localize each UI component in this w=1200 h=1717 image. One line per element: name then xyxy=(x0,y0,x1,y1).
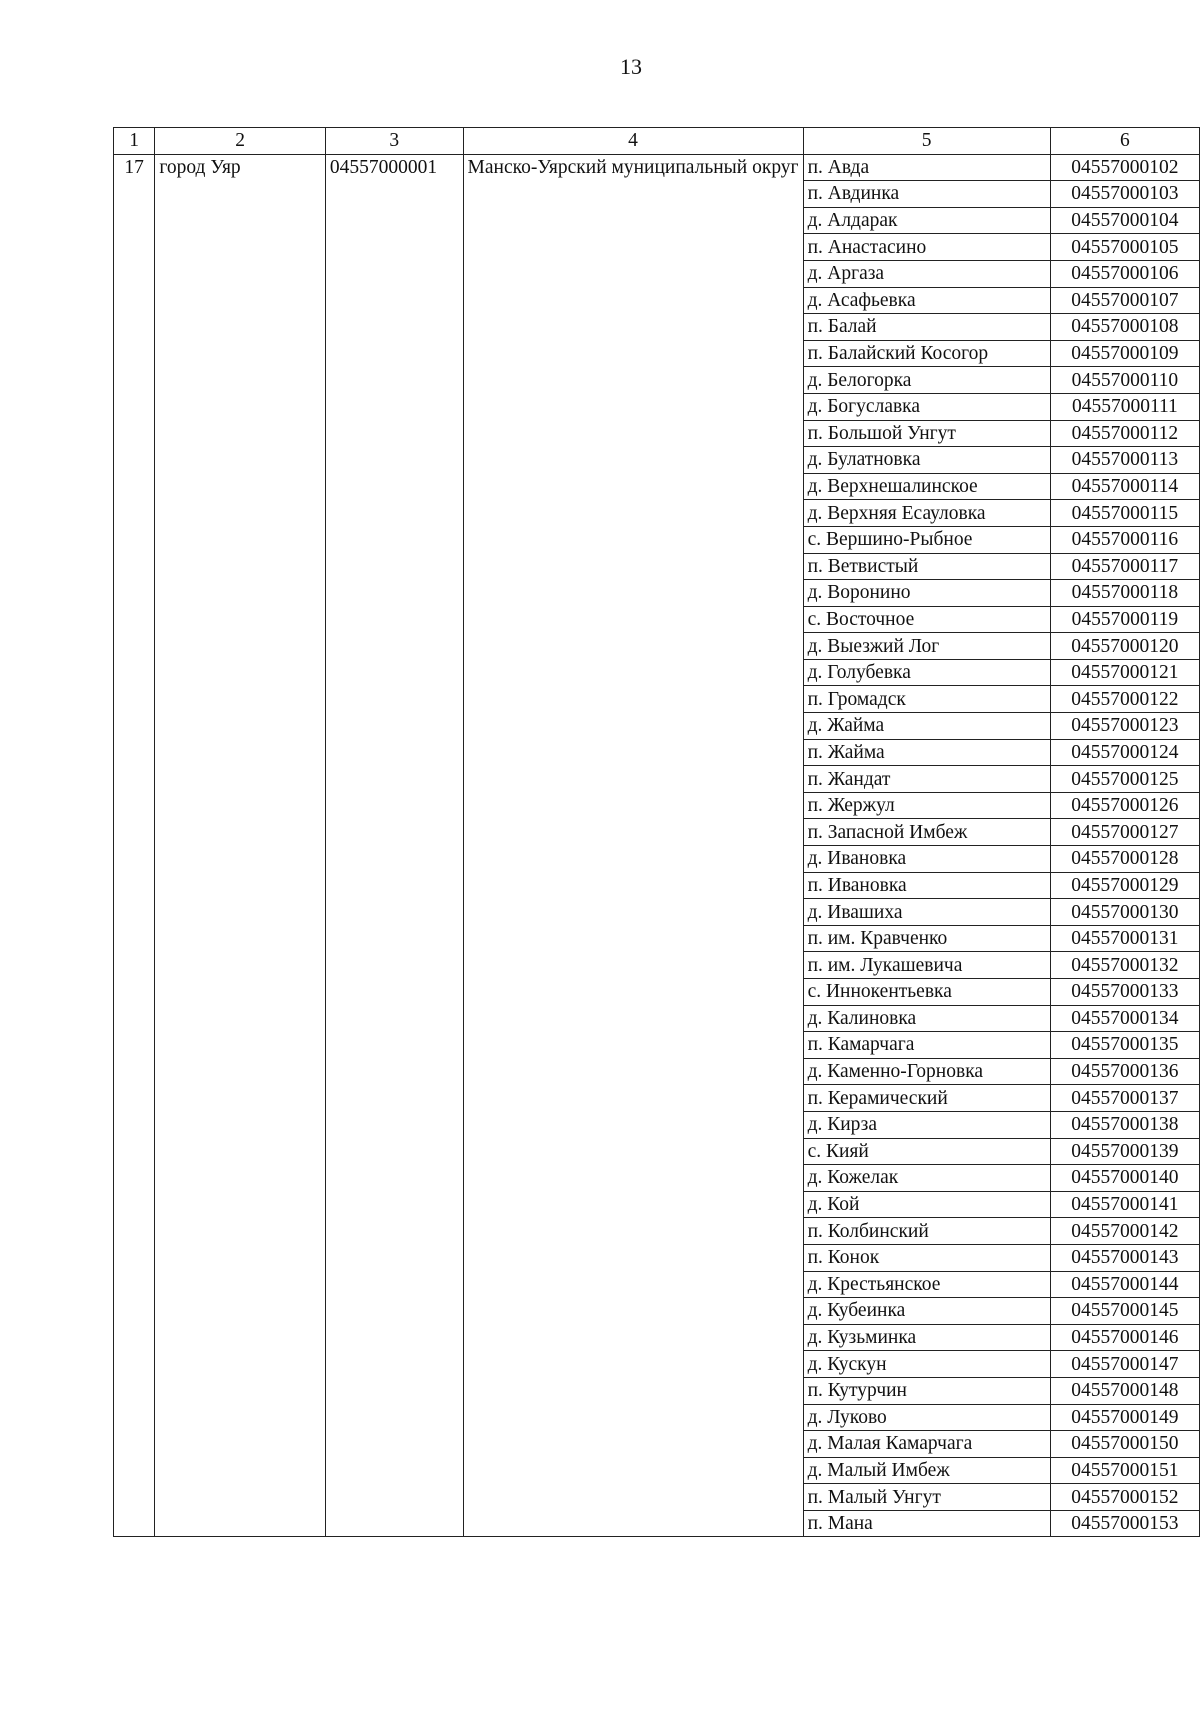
settlement-code: 04557000103 xyxy=(1050,181,1199,208)
settlement-code: 04557000148 xyxy=(1050,1377,1199,1404)
settlement-name: п. Кутурчин xyxy=(803,1377,1050,1404)
settlement-code: 04557000108 xyxy=(1050,314,1199,341)
settlement-name: д. Аргаза xyxy=(803,260,1050,287)
settlement-name: д. Воронино xyxy=(803,580,1050,607)
settlement-name: д. Кускун xyxy=(803,1351,1050,1378)
settlement-code: 04557000136 xyxy=(1050,1058,1199,1085)
settlement-name: п. Громадск xyxy=(803,686,1050,713)
settlement-code: 04557000152 xyxy=(1050,1484,1199,1511)
settlement-name: п. Запасной Имбеж xyxy=(803,819,1050,846)
settlement-name: п. Керамический xyxy=(803,1085,1050,1112)
settlement-code: 04557000141 xyxy=(1050,1191,1199,1218)
settlement-code: 04557000123 xyxy=(1050,713,1199,740)
settlement-name: п. Большой Унгут xyxy=(803,420,1050,447)
settlement-name: п. Ветвистый xyxy=(803,553,1050,580)
settlement-code: 04557000140 xyxy=(1050,1165,1199,1192)
settlement-code: 04557000109 xyxy=(1050,340,1199,367)
column-number: 2 xyxy=(155,128,326,155)
settlement-name: д. Верхнешалинское xyxy=(803,473,1050,500)
entity-number: 17 xyxy=(114,154,155,1537)
settlement-name: д. Ивашиха xyxy=(803,899,1050,926)
settlement-code: 04557000114 xyxy=(1050,473,1199,500)
settlement-name: д. Богуславка xyxy=(803,393,1050,420)
settlement-code: 04557000133 xyxy=(1050,979,1199,1006)
settlement-code: 04557000112 xyxy=(1050,420,1199,447)
settlement-code: 04557000130 xyxy=(1050,899,1199,926)
column-number: 5 xyxy=(803,128,1050,155)
settlement-code: 04557000138 xyxy=(1050,1111,1199,1138)
settlement-name: д. Кирза xyxy=(803,1111,1050,1138)
settlement-name: п. Камарчага xyxy=(803,1032,1050,1059)
settlement-code: 04557000111 xyxy=(1050,393,1199,420)
settlement-name: п. Балайский Косогор xyxy=(803,340,1050,367)
settlement-name: п. Жандат xyxy=(803,766,1050,793)
settlement-registry-table xyxy=(113,127,1200,1537)
settlement-code: 04557000104 xyxy=(1050,207,1199,234)
page-number: 13 xyxy=(620,54,642,79)
settlement-code: 04557000124 xyxy=(1050,739,1199,766)
settlement-code: 04557000105 xyxy=(1050,234,1199,261)
entity-name: город Уяр xyxy=(155,154,326,1537)
settlement-code: 04557000145 xyxy=(1050,1298,1199,1325)
settlement-code: 04557000127 xyxy=(1050,819,1199,846)
settlement-code: 04557000128 xyxy=(1050,846,1199,873)
settlement-code: 04557000107 xyxy=(1050,287,1199,314)
column-number: 3 xyxy=(325,128,463,155)
settlement-code: 04557000149 xyxy=(1050,1404,1199,1431)
settlement-code: 04557000142 xyxy=(1050,1218,1199,1245)
settlement-name: п. Балай xyxy=(803,314,1050,341)
settlement-name: д. Асафьевка xyxy=(803,287,1050,314)
settlement-name: п. Малый Унгут xyxy=(803,1484,1050,1511)
settlement-name: д. Малая Камарчага xyxy=(803,1431,1050,1458)
settlement-code: 04557000137 xyxy=(1050,1085,1199,1112)
settlement-code: 04557000153 xyxy=(1050,1510,1199,1537)
settlement-name: с. Иннокентьевка xyxy=(803,979,1050,1006)
column-number: 1 xyxy=(114,128,155,155)
column-number: 6 xyxy=(1050,128,1199,155)
settlement-name: с. Кияй xyxy=(803,1138,1050,1165)
settlement-name: п. Ивановка xyxy=(803,872,1050,899)
settlement-code: 04557000125 xyxy=(1050,766,1199,793)
settlement-code: 04557000113 xyxy=(1050,447,1199,474)
settlement-code: 04557000102 xyxy=(1050,154,1199,181)
settlement-code: 04557000119 xyxy=(1050,606,1199,633)
settlement-name: д. Ивановка xyxy=(803,846,1050,873)
settlement-name: п. Жайма xyxy=(803,739,1050,766)
settlement-name: п. Авдинка xyxy=(803,181,1050,208)
settlement-name: д. Кожелак xyxy=(803,1165,1050,1192)
settlement-code: 04557000135 xyxy=(1050,1032,1199,1059)
table-row xyxy=(114,154,1200,181)
settlement-name: п. им. Лукашевича xyxy=(803,952,1050,979)
settlement-code: 04557000151 xyxy=(1050,1457,1199,1484)
entity-code: 04557000001 xyxy=(325,154,463,1537)
settlement-code: 04557000132 xyxy=(1050,952,1199,979)
settlement-name: д. Белогорка xyxy=(803,367,1050,394)
settlement-code: 04557000116 xyxy=(1050,526,1199,553)
settlement-name: д. Кубеинка xyxy=(803,1298,1050,1325)
settlement-code: 04557000115 xyxy=(1050,500,1199,527)
settlement-name: п. Жержул xyxy=(803,792,1050,819)
settlement-code: 04557000117 xyxy=(1050,553,1199,580)
settlement-name: д. Луково xyxy=(803,1404,1050,1431)
settlement-name: д. Калиновка xyxy=(803,1005,1050,1032)
settlement-code: 04557000118 xyxy=(1050,580,1199,607)
column-number: 4 xyxy=(463,128,803,155)
settlement-name: д. Каменно-Горновка xyxy=(803,1058,1050,1085)
settlement-name: д. Жайма xyxy=(803,713,1050,740)
settlement-code: 04557000131 xyxy=(1050,925,1199,952)
settlement-code: 04557000147 xyxy=(1050,1351,1199,1378)
settlement-name: д. Булатновка xyxy=(803,447,1050,474)
settlement-code: 04557000126 xyxy=(1050,792,1199,819)
municipality-name: Манско-Уярский муниципальный округ xyxy=(463,154,803,1537)
settlement-name: д. Верхняя Есауловка xyxy=(803,500,1050,527)
settlement-code: 04557000134 xyxy=(1050,1005,1199,1032)
settlement-code: 04557000146 xyxy=(1050,1324,1199,1351)
settlement-name: п. Авда xyxy=(803,154,1050,181)
settlement-name: п. Анастасино xyxy=(803,234,1050,261)
settlement-name: д. Кой xyxy=(803,1191,1050,1218)
settlement-name: с. Восточное xyxy=(803,606,1050,633)
settlement-code: 04557000121 xyxy=(1050,659,1199,686)
settlement-name: п. Колбинский xyxy=(803,1218,1050,1245)
settlement-name: д. Кузьминка xyxy=(803,1324,1050,1351)
settlement-name: д. Малый Имбеж xyxy=(803,1457,1050,1484)
settlement-code: 04557000139 xyxy=(1050,1138,1199,1165)
settlement-code: 04557000144 xyxy=(1050,1271,1199,1298)
settlement-name: д. Алдарак xyxy=(803,207,1050,234)
settlement-code: 04557000143 xyxy=(1050,1244,1199,1271)
settlement-name: п. им. Кравченко xyxy=(803,925,1050,952)
settlement-name: п. Конок xyxy=(803,1244,1050,1271)
column-number-row xyxy=(114,128,1200,155)
settlement-name: д. Голубевка xyxy=(803,659,1050,686)
settlement-code: 04557000129 xyxy=(1050,872,1199,899)
settlement-name: с. Вершино-Рыбное xyxy=(803,526,1050,553)
settlement-name: д. Выезжий Лог xyxy=(803,633,1050,660)
settlement-code: 04557000122 xyxy=(1050,686,1199,713)
settlement-code: 04557000110 xyxy=(1050,367,1199,394)
settlement-code: 04557000150 xyxy=(1050,1431,1199,1458)
settlement-code: 04557000106 xyxy=(1050,260,1199,287)
settlement-name: д. Крестьянское xyxy=(803,1271,1050,1298)
settlement-code: 04557000120 xyxy=(1050,633,1199,660)
settlement-name: п. Мана xyxy=(803,1510,1050,1537)
